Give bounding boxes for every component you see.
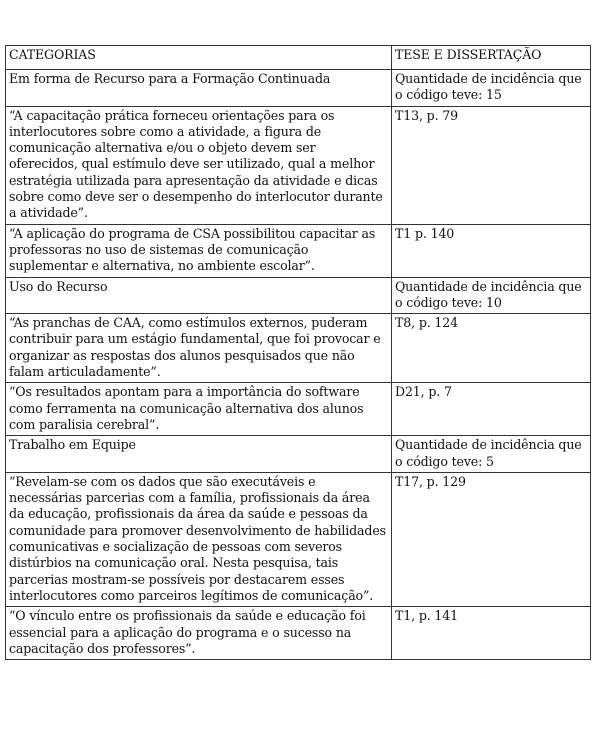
table-row <box>6 106 591 224</box>
category-cell: Em forma de Recurso para a Formação Continuada <box>6 70 392 107</box>
quote-cell: “O vínculo entre os profissionais da saúde e educação foi essencial para a aplicação do programa e o sucesso na capacitação dos professores”. <box>6 607 392 660</box>
reference-cell: T17, p. 129 <box>392 472 591 606</box>
table-header-row <box>6 46 591 70</box>
incidence-cell: Quantidade de incidência que o código teve: 15 <box>392 70 591 107</box>
quote-cell: “As pranchas de CAA, como estímulos externos, puderam contribuir para um estágio fundamental, que foi provocar e organizar as respostas dos alunos pesquisados que não falam articuladamente”. <box>6 314 392 383</box>
categories-table <box>5 45 591 660</box>
header-categorias: CATEGORIAS <box>6 46 392 70</box>
quote-cell: “Os resultados apontam para a importância do software como ferramenta na comunicação alternativa dos alunos com paralisia cerebral”. <box>6 383 392 436</box>
reference-cell: T13, p. 79 <box>392 106 591 224</box>
reference-cell: T1 p. 140 <box>392 224 591 277</box>
table-row <box>6 607 591 660</box>
table-row <box>6 314 591 383</box>
quote-cell: “A aplicação do programa de CSA possibilitou capacitar as professoras no uso de sistemas de comunicação suplementar e alternativa, no ambiente escolar”. <box>6 224 392 277</box>
category-cell: Trabalho em Equipe <box>6 436 392 473</box>
reference-cell: T1, p. 141 <box>392 607 591 660</box>
quote-cell: “Revelam-se com os dados que são executáveis e necessárias parcerias com a família, profissionais da área da educação, profissionais da área da saúde e pessoas da comunidade para promover desenvolvimento de habilidades comunicativas e socialização de pessoas com severos distúrbios na comunicação oral. Nesta pesquisa, tais parcerias mostram-se possíveis por destacarem esses interlocutores como parceiros legítimos de comunicação”. <box>6 472 392 606</box>
table-row <box>6 472 591 606</box>
incidence-cell: Quantidade de incidência que o código teve: 10 <box>392 277 591 314</box>
quote-cell: “A capacitação prática forneceu orientações para os interlocutores sobre como a atividade, a figura de comunicação alternativa e/ou o objeto devem ser oferecidos, qual estímulo deve ser utilizado, qual a melhor estratégia utilizada para apresentação da atividade e dicas sobre como deve ser o desempenho do interlocutor durante a atividade”. <box>6 106 392 224</box>
header-tese-dissertacao: TESE E DISSERTAÇÃO <box>392 46 591 70</box>
category-cell: Uso do Recurso <box>6 277 392 314</box>
table-row <box>6 383 591 436</box>
table-row <box>6 436 591 473</box>
table-row <box>6 70 591 107</box>
reference-cell: D21, p. 7 <box>392 383 591 436</box>
table-row <box>6 277 591 314</box>
table-row <box>6 224 591 277</box>
reference-cell: T8, p. 124 <box>392 314 591 383</box>
incidence-cell: Quantidade de incidência que o código teve: 5 <box>392 436 591 473</box>
